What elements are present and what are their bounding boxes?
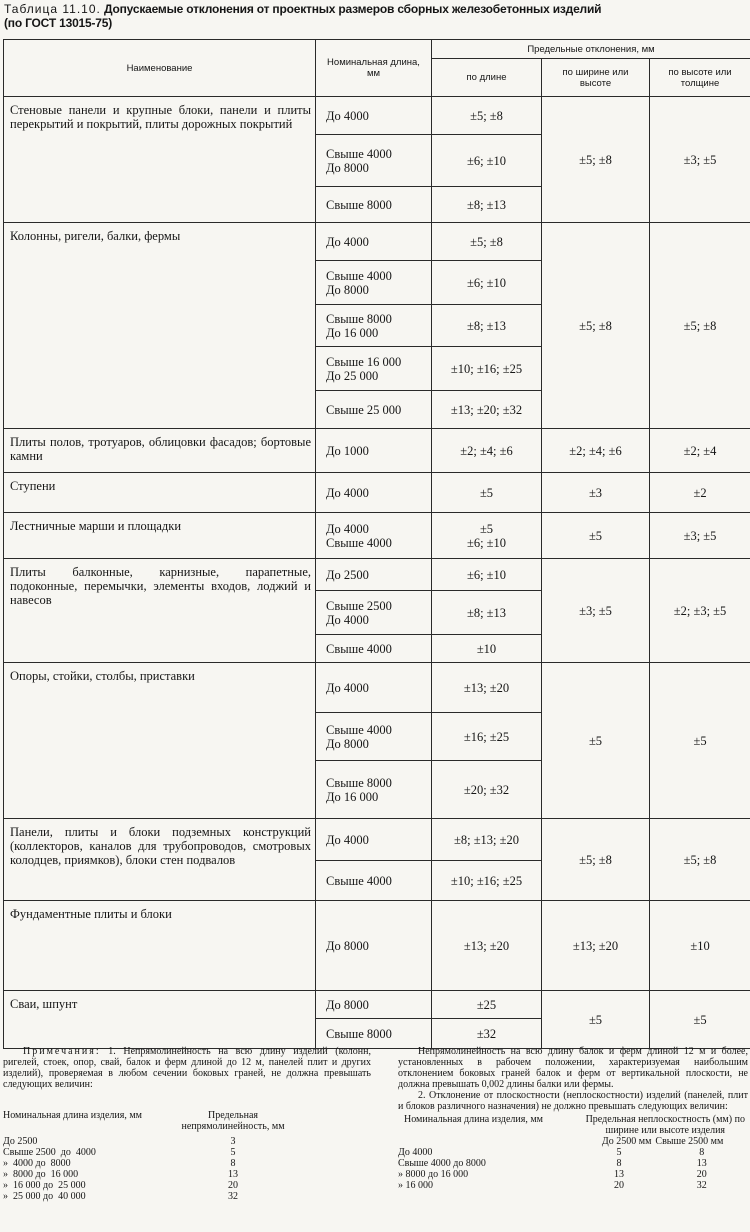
nominal-length: Свыше 25 000 bbox=[316, 391, 432, 429]
straightness-row bbox=[3, 1136, 303, 1147]
flatness-row bbox=[398, 1180, 748, 1191]
note-1-continued: Непрямолинейность на всю длину балок и ферм длиной 12 м и более, установленных в рабочем положении, характеризуемая наибольшим отклонением боковых граней балок и ферм от вертикальной плоскости, не должна превышать 0,002 длины балки или фермы. bbox=[398, 1046, 748, 1090]
flatness-range: До 4000 bbox=[398, 1147, 433, 1158]
flatness-header-small: До 2500 мм bbox=[601, 1136, 652, 1147]
note-1: 1. Непрямолинейность на всю длину изделий (колонн, ригелей, стоек, опор, свай, балок и ферм длиной до 12 м, панелей плит и других изделий), проверяемая в любом сечении боковых граней, не должна превышать следующих величин: bbox=[3, 1046, 371, 1090]
straightness-range-part: » bbox=[3, 1191, 8, 1202]
straightness-range bbox=[3, 1147, 163, 1158]
deviation-width: ±5 bbox=[542, 513, 650, 559]
deviation-height: ±2; ±3; ±5 bbox=[650, 559, 750, 663]
table-row bbox=[4, 473, 750, 513]
nominal-length: Свыше 8000 bbox=[316, 1019, 432, 1049]
deviation-height: ±2; ±4 bbox=[650, 429, 750, 473]
header-length: Номинальная длина, мм bbox=[316, 40, 432, 97]
straightness-range-part: До 2500 bbox=[3, 1136, 38, 1147]
straightness-header-limit: Предельная непрямолинейность, мм bbox=[181, 1110, 285, 1132]
nominal-length: До 8000 bbox=[316, 901, 432, 991]
deviation-length: ±13; ±20 bbox=[432, 901, 542, 991]
flatness-small: 5 bbox=[616, 1147, 622, 1158]
flatness-large: 32 bbox=[696, 1180, 707, 1191]
nominal-length: До 4000 bbox=[316, 819, 432, 861]
straightness-range-part: » bbox=[3, 1158, 8, 1169]
straightness-range-part: 8000 до bbox=[13, 1169, 46, 1180]
table-caption: Допускаемые отклонения от проектных размеров сборных железобетонных изделий bbox=[104, 2, 602, 16]
nominal-length: Свыше 4000 bbox=[316, 635, 432, 663]
deviation-width: ±5 bbox=[542, 663, 650, 819]
item-name: Ступени bbox=[4, 473, 316, 513]
straightness-range-part: 4000 bbox=[75, 1147, 96, 1158]
item-name: Плиты балконные, карнизные, парапетные, подоконные, перемычки, элементы входов, лоджий и навесов bbox=[4, 559, 316, 663]
flatness-large: 8 bbox=[699, 1147, 705, 1158]
straightness-limit: 20 bbox=[228, 1180, 238, 1191]
deviation-width: ±3; ±5 bbox=[542, 559, 650, 663]
item-name: Панели, плиты и блоки подземных конструкций (коллекторов, каналов для трубопроводов, смотровых колодцев, приямков), блоки стен подвалов bbox=[4, 819, 316, 901]
deviation-length: ±6; ±10 bbox=[432, 135, 542, 187]
straightness-row bbox=[3, 1147, 303, 1158]
table-row bbox=[4, 991, 750, 1019]
notes-left bbox=[3, 1046, 371, 1202]
straightness-header-length: Номинальная длина изделия, мм bbox=[3, 1110, 142, 1121]
deviation-length: ±25 bbox=[432, 991, 542, 1019]
straightness-range-part: 40 000 bbox=[58, 1191, 86, 1202]
deviation-length: ±5 ±6; ±10 bbox=[432, 513, 542, 559]
straightness-range bbox=[3, 1191, 163, 1202]
flatness-header-limit: Предельная неплоскостность (мм) по ширине или высоте изделия bbox=[585, 1114, 745, 1136]
straightness-range-part: 25 000 bbox=[58, 1180, 86, 1191]
nominal-length: До 1000 bbox=[316, 429, 432, 473]
deviation-height: ±5; ±8 bbox=[650, 223, 750, 429]
item-name: Опоры, стойки, столбы, приставки bbox=[4, 663, 316, 819]
nominal-length: До 4000 Свыше 4000 bbox=[316, 513, 432, 559]
deviation-width: ±5 bbox=[542, 991, 650, 1049]
nominal-length: Свыше 8000 До 16 000 bbox=[316, 761, 432, 819]
nominal-length: Свыше 8000 До 16 000 bbox=[316, 305, 432, 347]
straightness-range bbox=[3, 1180, 163, 1191]
flatness-row bbox=[398, 1158, 748, 1169]
deviation-height: ±5 bbox=[650, 991, 750, 1049]
nominal-length: До 8000 bbox=[316, 991, 432, 1019]
nominal-length: Свыше 4000 До 8000 bbox=[316, 261, 432, 305]
straightness-range-part: 8000 bbox=[50, 1158, 71, 1169]
item-name: Сваи, шпунт bbox=[4, 991, 316, 1049]
straightness-row bbox=[3, 1158, 303, 1169]
header-by-width: по ширине или высоте bbox=[542, 59, 650, 97]
straightness-limit: 13 bbox=[228, 1169, 238, 1180]
flatness-range: » 16 000 bbox=[398, 1180, 433, 1191]
table-title bbox=[4, 2, 746, 30]
straightness-range bbox=[3, 1136, 163, 1147]
flatness-large: 20 bbox=[696, 1169, 707, 1180]
deviation-table bbox=[3, 39, 750, 1049]
deviation-length: ±32 bbox=[432, 1019, 542, 1049]
straightness-range-part: до bbox=[60, 1147, 71, 1158]
table-row bbox=[4, 513, 750, 559]
nominal-length: Свыше 2500 До 4000 bbox=[316, 591, 432, 635]
deviation-height: ±2 bbox=[650, 473, 750, 513]
straightness-table bbox=[3, 1110, 303, 1202]
deviation-length: ±8; ±13 bbox=[432, 187, 542, 223]
nominal-length: Свыше 4000 bbox=[316, 861, 432, 901]
nominal-length: Свыше 8000 bbox=[316, 187, 432, 223]
flatness-rows bbox=[398, 1147, 748, 1191]
straightness-range-part: Свыше 2500 bbox=[3, 1147, 56, 1158]
item-name: Фундаментные плиты и блоки bbox=[4, 901, 316, 991]
deviation-height: ±5; ±8 bbox=[650, 819, 750, 901]
deviation-height: ±10 bbox=[650, 901, 750, 991]
deviation-length: ±5; ±8 bbox=[432, 223, 542, 261]
table-standard: (по ГОСТ 13015-75) bbox=[4, 16, 113, 30]
deviation-width: ±13; ±20 bbox=[542, 901, 650, 991]
straightness-limit: 3 bbox=[230, 1136, 236, 1147]
deviation-length: ±8; ±13; ±20 bbox=[432, 819, 542, 861]
table-body bbox=[4, 97, 750, 1049]
table-row bbox=[4, 901, 750, 991]
deviation-length: ±13; ±20 bbox=[432, 663, 542, 713]
flatness-range: Свыше 4000 до 8000 bbox=[398, 1158, 486, 1169]
flatness-range: » 8000 до 16 000 bbox=[398, 1169, 469, 1180]
header-by-length: по длине bbox=[432, 59, 542, 97]
deviation-width: ±2; ±4; ±6 bbox=[542, 429, 650, 473]
deviation-length: ±5 bbox=[432, 473, 542, 513]
straightness-range bbox=[3, 1158, 163, 1169]
deviation-length: ±6; ±10 bbox=[432, 559, 542, 591]
flatness-header-large: Свыше 2500 мм bbox=[655, 1136, 724, 1147]
straightness-range-part: » bbox=[3, 1180, 8, 1191]
flatness-header-length: Номинальная длина изделия, мм bbox=[404, 1114, 543, 1125]
note-2: 2. Отклонение от плоскостности (неплоскостности) изделий (панелей, плит и блоков различного назначения) не должно превышать следующих величин: bbox=[398, 1090, 748, 1112]
table-row bbox=[4, 819, 750, 861]
item-name: Колонны, ригели, балки, фермы bbox=[4, 223, 316, 429]
straightness-rows bbox=[3, 1136, 303, 1202]
straightness-limit: 5 bbox=[230, 1147, 236, 1158]
table-row bbox=[4, 559, 750, 591]
deviation-height: ±3; ±5 bbox=[650, 97, 750, 223]
table-row bbox=[4, 97, 750, 135]
nominal-length: До 2500 bbox=[316, 559, 432, 591]
item-name: Лестничные марши и площадки bbox=[4, 513, 316, 559]
item-name: Плиты полов, тротуаров, облицовки фасадов; бортовые камни bbox=[4, 429, 316, 473]
straightness-range-part: 25 000 до bbox=[13, 1191, 54, 1202]
item-name: Стеновые панели и крупные блоки, панели и плиты перекрытий и покрытий, плиты дорожных покрытий bbox=[4, 97, 316, 223]
straightness-limit: 32 bbox=[228, 1191, 238, 1202]
nominal-length: До 4000 bbox=[316, 223, 432, 261]
straightness-range-part: 16 000 до bbox=[13, 1180, 54, 1191]
flatness-large: 13 bbox=[696, 1158, 707, 1169]
flatness-small: 20 bbox=[613, 1180, 624, 1191]
notes-label: Примечания: bbox=[23, 1046, 101, 1057]
straightness-range-part: 4000 до bbox=[13, 1158, 46, 1169]
deviation-length: ±20; ±32 bbox=[432, 761, 542, 819]
deviation-length: ±10 bbox=[432, 635, 542, 663]
deviation-width: ±5; ±8 bbox=[542, 223, 650, 429]
deviation-width: ±5; ±8 bbox=[542, 97, 650, 223]
nominal-length: Свыше 4000 До 8000 bbox=[316, 135, 432, 187]
flatness-row bbox=[398, 1169, 748, 1180]
nominal-length: До 4000 bbox=[316, 473, 432, 513]
deviation-length: ±13; ±20; ±32 bbox=[432, 391, 542, 429]
straightness-row bbox=[3, 1169, 303, 1180]
deviation-length: ±16; ±25 bbox=[432, 713, 542, 761]
deviation-length: ±10; ±16; ±25 bbox=[432, 347, 542, 391]
nominal-length: До 4000 bbox=[316, 97, 432, 135]
flatness-row bbox=[398, 1147, 748, 1158]
nominal-length: До 4000 bbox=[316, 663, 432, 713]
flatness-small: 13 bbox=[613, 1169, 624, 1180]
flatness-small: 8 bbox=[616, 1158, 622, 1169]
table-row bbox=[4, 429, 750, 473]
straightness-limit: 8 bbox=[230, 1158, 236, 1169]
flatness-table bbox=[398, 1114, 748, 1191]
nominal-length: Свыше 16 000 До 25 000 bbox=[316, 347, 432, 391]
table-number: Таблица 11.10. bbox=[4, 2, 101, 16]
deviation-length: ±10; ±16; ±25 bbox=[432, 861, 542, 901]
straightness-range bbox=[3, 1169, 163, 1180]
nominal-length: Свыше 4000 До 8000 bbox=[316, 713, 432, 761]
straightness-row bbox=[3, 1191, 303, 1202]
deviation-length: ±8; ±13 bbox=[432, 591, 542, 635]
header-limits: Предельные отклонения, мм bbox=[432, 40, 750, 59]
notes-right bbox=[398, 1046, 748, 1191]
straightness-range-part: » bbox=[3, 1169, 8, 1180]
deviation-height: ±5 bbox=[650, 663, 750, 819]
straightness-row bbox=[3, 1180, 303, 1191]
table-row bbox=[4, 223, 750, 261]
deviation-length: ±6; ±10 bbox=[432, 261, 542, 305]
deviation-length: ±5; ±8 bbox=[432, 97, 542, 135]
deviation-length: ±8; ±13 bbox=[432, 305, 542, 347]
deviation-length: ±2; ±4; ±6 bbox=[432, 429, 542, 473]
header-name: Наименование bbox=[4, 40, 316, 97]
deviation-width: ±3 bbox=[542, 473, 650, 513]
header-by-height: по высоте или толщине bbox=[650, 59, 750, 97]
deviation-height: ±3; ±5 bbox=[650, 513, 750, 559]
table-row bbox=[4, 663, 750, 713]
deviation-width: ±5; ±8 bbox=[542, 819, 650, 901]
straightness-range-part: 16 000 bbox=[50, 1169, 79, 1180]
